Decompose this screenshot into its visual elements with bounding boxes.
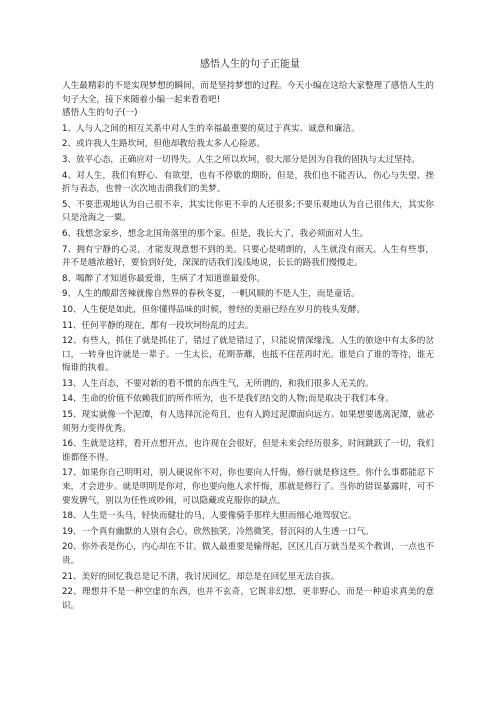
list-item: 22、理想并不是一种空虚的东西，也并不玄奇，它既非幻想，更非野心，而是一种追求真美的意识。 (62, 587, 434, 611)
list-item: 14、生命的价值不依赖我们的所作所为，也不是我们结交的人物;而是取决于我们本身。 (62, 394, 394, 405)
list-item: 20、你外表是伤心，内心却在不甘。做人最重要是输得起，区区几百万就当是买个教训，一点也不贵。 (62, 542, 434, 566)
list-item: 1、人与人之间的相互关系中对人生的幸福最重要的莫过于真实、诚意和廉洁。 (62, 123, 360, 134)
list-item: 12、有些人，抓住了就是抓住了，错过了就是错过了，只能说情深缘浅。人生的旅途中有太多的岔口，一转身也许就是一辈子。一生太长，花期荼蘼，也抵不住茬再时光。谁是白了谁的等待，谁无悔谁的执着。 (62, 336, 434, 374)
list-item: 8、喝醉了才知道你最爱谁，生病了才知道谁最爱你。 (62, 273, 266, 284)
list-item: 7、拥有宁静的心灵，才能发现意想不到的美。只要心是晴朗的，人生就没有雨天。人生有些事，并不是越浓越好，要恰到好处，深深的话我们浅浅地说，长长的路我们慢慢走。 (62, 244, 434, 269)
list-item: 10、人生便是如此，但你懂得品味的时候，曾经的美丽已经在岁月的枝头发酵。 (62, 304, 366, 315)
list-item: 11、任何平静的现在，都有一段坎坷纷乱的过去。 (62, 320, 254, 331)
document-title: 感悟人生的句子正能量 (200, 59, 300, 70)
document-body (62, 80, 434, 615)
list-item: 17、如果你自己明明对，别人硬说你不对，你也要向人忏悔，修行就是修这些。你什么事都能忍下来，才会进步。就是明明是你对，你也要向他人求忏悔，那就是修行了。当你的错误暴露时，可不要发脾气，别以为任性或吵闹，可以隐藏或克服你的缺点。 (62, 468, 434, 506)
section-heading: 感悟人生的句子(一) (62, 108, 138, 119)
list-item: 13、人生百态，不要对新的看不惯的东西生气，无所谓的，和我们很多人无关的。 (62, 378, 374, 389)
list-item: 16、生就是这样，看开点想开点，也许现在会很好，但是未来会经历很多，时间跳跃了一切，我们谁都怪不得。 (62, 439, 434, 463)
list-item: 5、不要悲观地认为自己很不幸，其实比你更不幸的人还很多;不要乐观地认为自己很伟大，其实你只是沧海之一粟。 (62, 199, 434, 224)
list-item: 15、现实就像一个泥潭，有人选择沉沦苟且，也有人跨过泥潭面向远方。如果想要逃离泥潭，就必须努力变得优秀。 (62, 410, 434, 434)
sentence-list (62, 123, 434, 614)
list-item: 6、我想念家乡，想念北国角落里的那个家。但是，我长大了，我必须面对人生。 (62, 228, 369, 239)
list-item: 3、放平心态，正确应对一切得失。人生之所以坎坷，很大部分是因为自我的固执与太过坚持。 (62, 154, 420, 165)
list-item: 9、人生的酸甜苦辣就像自然界的春秋冬夏，一帆风顺的不是人生，而是童话。 (62, 289, 360, 300)
list-item: 4、对人生，我们有野心、有欲望，也有不停歇的期盼，但是，我们也不能否认，伤心与失望、挫折与表态，也曾一次次地击溃我们的美梦。 (62, 170, 434, 195)
list-item: 19、一个真有幽默的人别有会心，欣然独笑，冷然微笑，替沉闷的人生透一口气。 (62, 526, 374, 537)
intro-paragraph: 人生最精彩的不是实现梦想的瞬间，而是坚持梦想的过程。今天小编在这给大家整理了感悟人生的句子大全，接下来随着小编一起来看看吧! (62, 81, 434, 105)
list-item: 21、美好的回忆我总是记不清，我讨厌回忆，却总是在回忆里无法自拔。 (62, 571, 340, 582)
list-item: 2、或许我人生路坎坷，但他却教给我太多人心险恶。 (62, 139, 266, 150)
list-item: 18、人生是一头马，轻快而健壮的马，人要像骑手那样大胆而细心地驾驭它。 (62, 511, 357, 522)
